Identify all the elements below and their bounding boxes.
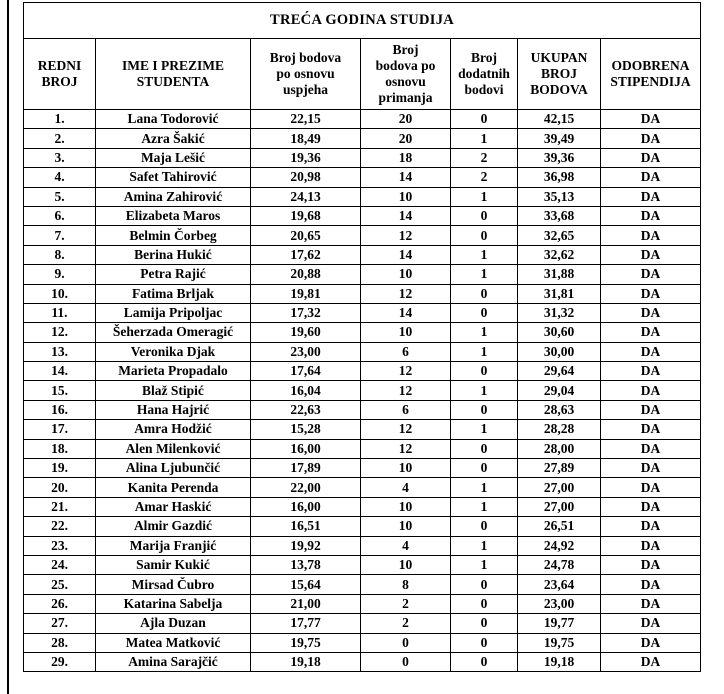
table-row — [24, 226, 701, 245]
table-row — [24, 323, 701, 342]
student-name-cell: Matea Matković — [96, 633, 251, 652]
additional-points-cell: 1 — [451, 420, 518, 439]
ordinal-cell: 10. — [24, 284, 96, 303]
additional-points-cell: 1 — [451, 187, 518, 206]
scholarship-approved-cell: DA — [601, 459, 701, 478]
success-points-cell: 21,00 — [251, 594, 361, 613]
success-points-cell: 22,00 — [251, 478, 361, 497]
success-points-cell: 17,77 — [251, 614, 361, 633]
additional-points-cell: 0 — [451, 206, 518, 225]
total-points-cell: 31,32 — [518, 303, 601, 322]
student-name-cell: Safet Tahirović — [96, 168, 251, 187]
total-points-cell: 29,64 — [518, 362, 601, 381]
success-points-cell: 17,64 — [251, 362, 361, 381]
table-row — [24, 575, 701, 594]
total-points-cell: 27,89 — [518, 459, 601, 478]
title-row — [24, 3, 701, 39]
scholarship-approved-cell: DA — [601, 575, 701, 594]
success-points-cell: 19,36 — [251, 148, 361, 167]
income-points-cell: 12 — [361, 439, 451, 458]
additional-points-cell: 0 — [451, 575, 518, 594]
additional-points-cell: 1 — [451, 323, 518, 342]
scholarship-approved-cell: DA — [601, 206, 701, 225]
scholarship-approved-cell: DA — [601, 303, 701, 322]
student-name-cell: Amina Zahirović — [96, 187, 251, 206]
header-ordinal-number: REDNI BROJ — [24, 39, 96, 110]
income-points-cell: 20 — [361, 110, 451, 129]
total-points-cell: 30,60 — [518, 323, 601, 342]
ordinal-cell: 19. — [24, 459, 96, 478]
student-name-cell: Marieta Propadalo — [96, 362, 251, 381]
total-points-cell: 19,18 — [518, 652, 601, 671]
income-points-cell: 10 — [361, 265, 451, 284]
income-points-cell: 10 — [361, 323, 451, 342]
success-points-cell: 15,28 — [251, 420, 361, 439]
total-points-cell: 35,13 — [518, 187, 601, 206]
additional-points-cell: 1 — [451, 536, 518, 555]
success-points-cell: 13,78 — [251, 555, 361, 574]
table-row — [24, 459, 701, 478]
scholarship-approved-cell: DA — [601, 614, 701, 633]
success-points-cell: 20,65 — [251, 226, 361, 245]
student-name-cell: Katarina Sabelja — [96, 594, 251, 613]
success-points-cell: 17,62 — [251, 245, 361, 264]
ordinal-cell: 21. — [24, 497, 96, 516]
scholarship-approved-cell: DA — [601, 555, 701, 574]
header-additional-points: Broj dodatnih bodovi — [451, 39, 518, 110]
ordinal-cell: 16. — [24, 400, 96, 419]
success-points-cell: 19,68 — [251, 206, 361, 225]
header-student-name: IME I PREZIME STUDENTA — [96, 39, 251, 110]
success-points-cell: 19,60 — [251, 323, 361, 342]
ordinal-cell: 9. — [24, 265, 96, 284]
total-points-cell: 42,15 — [518, 110, 601, 129]
ordinal-cell: 7. — [24, 226, 96, 245]
table-row — [24, 362, 701, 381]
student-name-cell: Lana Todorović — [96, 110, 251, 129]
total-points-cell: 39,36 — [518, 148, 601, 167]
income-points-cell: 12 — [361, 381, 451, 400]
scholarship-approved-cell: DA — [601, 284, 701, 303]
additional-points-cell: 2 — [451, 148, 518, 167]
income-points-cell: 4 — [361, 478, 451, 497]
table-row — [24, 187, 701, 206]
header-success-points: Broj bodova po osnovu uspjeha — [251, 39, 361, 110]
additional-points-cell: 1 — [451, 381, 518, 400]
additional-points-cell: 1 — [451, 245, 518, 264]
ordinal-cell: 22. — [24, 517, 96, 536]
page-left-border — [7, 0, 9, 694]
total-points-cell: 24,78 — [518, 555, 601, 574]
table-row — [24, 420, 701, 439]
ordinal-cell: 1. — [24, 110, 96, 129]
student-name-cell: Samir Kukić — [96, 555, 251, 574]
income-points-cell: 18 — [361, 148, 451, 167]
success-points-cell: 19,81 — [251, 284, 361, 303]
total-points-cell: 33,68 — [518, 206, 601, 225]
table-body — [24, 110, 701, 672]
ordinal-cell: 28. — [24, 633, 96, 652]
scholarship-approved-cell: DA — [601, 265, 701, 284]
scholarship-approved-cell: DA — [601, 594, 701, 613]
student-name-cell: Marija Franjić — [96, 536, 251, 555]
ordinal-cell: 18. — [24, 439, 96, 458]
income-points-cell: 10 — [361, 555, 451, 574]
ordinal-cell: 12. — [24, 323, 96, 342]
ordinal-cell: 20. — [24, 478, 96, 497]
table-row — [24, 517, 701, 536]
total-points-cell: 23,64 — [518, 575, 601, 594]
scholarship-approved-cell: DA — [601, 652, 701, 671]
total-points-cell: 29,04 — [518, 381, 601, 400]
additional-points-cell: 1 — [451, 478, 518, 497]
additional-points-cell: 2 — [451, 168, 518, 187]
success-points-cell: 20,98 — [251, 168, 361, 187]
scholarship-approved-cell: DA — [601, 129, 701, 148]
table-row — [24, 633, 701, 652]
ordinal-cell: 11. — [24, 303, 96, 322]
success-points-cell: 19,18 — [251, 652, 361, 671]
table-row — [24, 478, 701, 497]
scholarship-approved-cell: DA — [601, 168, 701, 187]
additional-points-cell: 0 — [451, 517, 518, 536]
ordinal-cell: 8. — [24, 245, 96, 264]
student-name-cell: Belmin Čorbeg — [96, 226, 251, 245]
income-points-cell: 20 — [361, 129, 451, 148]
income-points-cell: 10 — [361, 517, 451, 536]
additional-points-cell: 0 — [451, 284, 518, 303]
total-points-cell: 24,92 — [518, 536, 601, 555]
student-name-cell: Berina Hukić — [96, 245, 251, 264]
table-row — [24, 400, 701, 419]
student-name-cell: Elizabeta Maros — [96, 206, 251, 225]
total-points-cell: 28,28 — [518, 420, 601, 439]
total-points-cell: 19,75 — [518, 633, 601, 652]
income-points-cell: 4 — [361, 536, 451, 555]
scholarship-approved-cell: DA — [601, 381, 701, 400]
student-name-cell: Mirsad Čubro — [96, 575, 251, 594]
income-points-cell: 12 — [361, 226, 451, 245]
ordinal-cell: 23. — [24, 536, 96, 555]
table-row — [24, 265, 701, 284]
additional-points-cell: 0 — [451, 362, 518, 381]
scholarship-approved-cell: DA — [601, 342, 701, 361]
scholarship-approved-cell: DA — [601, 420, 701, 439]
ordinal-cell: 3. — [24, 148, 96, 167]
total-points-cell: 31,81 — [518, 284, 601, 303]
income-points-cell: 12 — [361, 362, 451, 381]
scholarship-approved-cell: DA — [601, 226, 701, 245]
ordinal-cell: 14. — [24, 362, 96, 381]
additional-points-cell: 0 — [451, 303, 518, 322]
scholarship-approved-cell: DA — [601, 536, 701, 555]
table-row — [24, 594, 701, 613]
table-row — [24, 110, 701, 129]
success-points-cell: 19,75 — [251, 633, 361, 652]
student-name-cell: Amina Sarajčić — [96, 652, 251, 671]
additional-points-cell: 0 — [451, 633, 518, 652]
additional-points-cell: 1 — [451, 497, 518, 516]
scholarship-approved-cell: DA — [601, 187, 701, 206]
table-head — [24, 3, 701, 110]
student-name-cell: Blaž Stipić — [96, 381, 251, 400]
student-name-cell: Veronika Djak — [96, 342, 251, 361]
total-points-cell: 27,00 — [518, 478, 601, 497]
additional-points-cell: 0 — [451, 400, 518, 419]
total-points-cell: 32,62 — [518, 245, 601, 264]
total-points-cell: 36,98 — [518, 168, 601, 187]
additional-points-cell: 1 — [451, 265, 518, 284]
ordinal-cell: 24. — [24, 555, 96, 574]
student-name-cell: Alina Ljubunčić — [96, 459, 251, 478]
header-scholarship-approved: ODOBRENA STIPENDIJA — [601, 39, 701, 110]
ordinal-cell: 25. — [24, 575, 96, 594]
student-name-cell: Lamija Pripoljac — [96, 303, 251, 322]
income-points-cell: 12 — [361, 284, 451, 303]
income-points-cell: 14 — [361, 303, 451, 322]
success-points-cell: 23,00 — [251, 342, 361, 361]
scholarship-approved-cell: DA — [601, 148, 701, 167]
student-name-cell: Fatima Brljak — [96, 284, 251, 303]
success-points-cell: 18,49 — [251, 129, 361, 148]
ordinal-cell: 5. — [24, 187, 96, 206]
student-name-cell: Ajla Duzan — [96, 614, 251, 633]
income-points-cell: 2 — [361, 614, 451, 633]
income-points-cell: 0 — [361, 652, 451, 671]
scholarship-approved-cell: DA — [601, 110, 701, 129]
scholarship-approved-cell: DA — [601, 439, 701, 458]
income-points-cell: 2 — [361, 594, 451, 613]
additional-points-cell: 0 — [451, 614, 518, 633]
income-points-cell: 8 — [361, 575, 451, 594]
income-points-cell: 12 — [361, 420, 451, 439]
table-row — [24, 614, 701, 633]
success-points-cell: 19,92 — [251, 536, 361, 555]
student-name-cell: Šeherzada Omeragić — [96, 323, 251, 342]
header-total-points: UKUPAN BROJ BODOVA — [518, 39, 601, 110]
income-points-cell: 14 — [361, 168, 451, 187]
ordinal-cell: 6. — [24, 206, 96, 225]
table-row — [24, 381, 701, 400]
student-name-cell: Amra Hodžić — [96, 420, 251, 439]
table-row — [24, 284, 701, 303]
additional-points-cell: 0 — [451, 652, 518, 671]
income-points-cell: 10 — [361, 187, 451, 206]
scholarship-approved-cell: DA — [601, 633, 701, 652]
table-row — [24, 555, 701, 574]
table-row — [24, 536, 701, 555]
scholarship-approved-cell: DA — [601, 497, 701, 516]
student-name-cell: Kanita Perenda — [96, 478, 251, 497]
ordinal-cell: 13. — [24, 342, 96, 361]
success-points-cell: 24,13 — [251, 187, 361, 206]
table-row — [24, 439, 701, 458]
student-name-cell: Amar Haskić — [96, 497, 251, 516]
ordinal-cell: 17. — [24, 420, 96, 439]
total-points-cell: 19,77 — [518, 614, 601, 633]
income-points-cell: 14 — [361, 206, 451, 225]
scholarship-table — [23, 2, 701, 672]
ordinal-cell: 26. — [24, 594, 96, 613]
total-points-cell: 32,65 — [518, 226, 601, 245]
table-row — [24, 168, 701, 187]
total-points-cell: 30,00 — [518, 342, 601, 361]
table-row — [24, 342, 701, 361]
ordinal-cell: 4. — [24, 168, 96, 187]
table-row — [24, 652, 701, 671]
success-points-cell: 16,51 — [251, 517, 361, 536]
success-points-cell: 20,88 — [251, 265, 361, 284]
student-name-cell: Maja Lešić — [96, 148, 251, 167]
income-points-cell: 6 — [361, 342, 451, 361]
ordinal-cell: 29. — [24, 652, 96, 671]
scholarship-approved-cell: DA — [601, 323, 701, 342]
table-title: TREĆA GODINA STUDIJA — [24, 3, 701, 39]
table-row — [24, 497, 701, 516]
table-row — [24, 129, 701, 148]
scholarship-approved-cell: DA — [601, 478, 701, 497]
student-name-cell: Alen Milenković — [96, 439, 251, 458]
success-points-cell: 16,00 — [251, 497, 361, 516]
additional-points-cell: 0 — [451, 110, 518, 129]
success-points-cell: 22,63 — [251, 400, 361, 419]
student-name-cell: Azra Šakić — [96, 129, 251, 148]
table-row — [24, 303, 701, 322]
success-points-cell: 17,89 — [251, 459, 361, 478]
total-points-cell: 39,49 — [518, 129, 601, 148]
student-name-cell: Petra Rajić — [96, 265, 251, 284]
scholarship-approved-cell: DA — [601, 362, 701, 381]
additional-points-cell: 1 — [451, 129, 518, 148]
success-points-cell: 16,04 — [251, 381, 361, 400]
additional-points-cell: 0 — [451, 226, 518, 245]
success-points-cell: 15,64 — [251, 575, 361, 594]
student-name-cell: Hana Hajrić — [96, 400, 251, 419]
additional-points-cell: 0 — [451, 439, 518, 458]
total-points-cell: 31,88 — [518, 265, 601, 284]
total-points-cell: 28,63 — [518, 400, 601, 419]
total-points-cell: 23,00 — [518, 594, 601, 613]
table-row — [24, 148, 701, 167]
student-name-cell: Almir Gazdić — [96, 517, 251, 536]
table-row — [24, 206, 701, 225]
ordinal-cell: 27. — [24, 614, 96, 633]
ordinal-cell: 2. — [24, 129, 96, 148]
header-row — [24, 39, 701, 110]
total-points-cell: 28,00 — [518, 439, 601, 458]
additional-points-cell: 0 — [451, 459, 518, 478]
scholarship-approved-cell: DA — [601, 400, 701, 419]
income-points-cell: 10 — [361, 459, 451, 478]
income-points-cell: 6 — [361, 400, 451, 419]
additional-points-cell: 1 — [451, 555, 518, 574]
scholarship-approved-cell: DA — [601, 517, 701, 536]
scholarship-approved-cell: DA — [601, 245, 701, 264]
success-points-cell: 16,00 — [251, 439, 361, 458]
income-points-cell: 14 — [361, 245, 451, 264]
total-points-cell: 26,51 — [518, 517, 601, 536]
total-points-cell: 27,00 — [518, 497, 601, 516]
ordinal-cell: 15. — [24, 381, 96, 400]
table-row — [24, 245, 701, 264]
success-points-cell: 17,32 — [251, 303, 361, 322]
income-points-cell: 10 — [361, 497, 451, 516]
additional-points-cell: 0 — [451, 594, 518, 613]
income-points-cell: 0 — [361, 633, 451, 652]
success-points-cell: 22,15 — [251, 110, 361, 129]
header-income-points: Broj bodova po osnovu primanja — [361, 39, 451, 110]
additional-points-cell: 1 — [451, 342, 518, 361]
